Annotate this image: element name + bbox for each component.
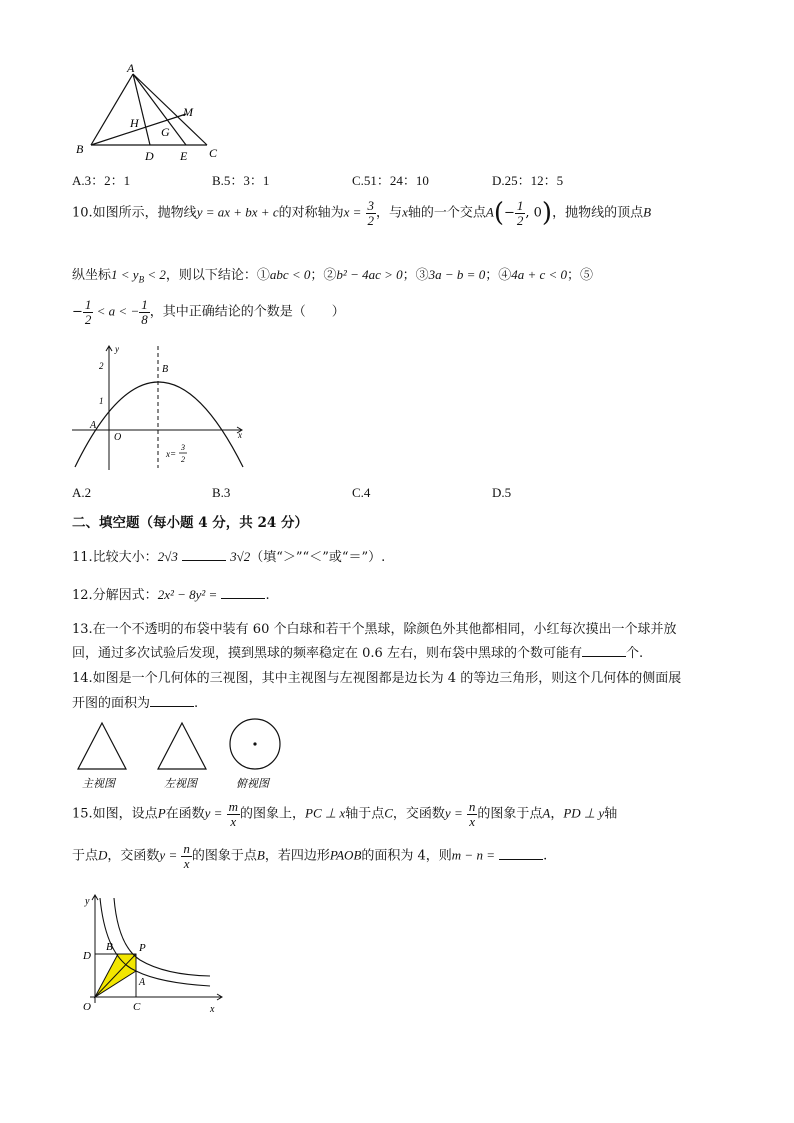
q12-expr: 2x² − 8y² = <box>157 587 218 602</box>
top-view-label: 俯视图 <box>236 777 269 790</box>
q10-yb: 1 < y <box>111 267 139 282</box>
point-a-label: A <box>90 420 97 431</box>
q11 <box>72 546 385 565</box>
side-view-label: 左视图 <box>164 777 197 790</box>
front-view-triangle <box>78 723 126 769</box>
three-views-figure <box>70 718 290 792</box>
o-label: O <box>83 1001 91 1013</box>
q15-f2-fraction: $\frac{n}{x}$ <box>468 799 476 829</box>
label-D: D <box>145 149 154 163</box>
point-b-label: B <box>162 364 169 375</box>
q10-x: x <box>402 204 408 220</box>
q10-point-b: B <box>643 204 652 220</box>
q12: 12.分解因式：2x² − 8y² = . <box>72 587 270 603</box>
q10-c5-frac1: $\frac{1}{2}$ <box>84 297 92 327</box>
q10-c4: 4a + c < 0 <box>511 267 568 282</box>
label-A: A <box>127 61 135 75</box>
q11-answer-blank[interactable] <box>182 549 226 561</box>
q10-text: ，则以下结论：① <box>165 268 270 283</box>
q13-line1: 13.在一个不透明的布袋中装有 60 个白球和若干个黑球，除颜色外其他都相同，小红每次摸出一个球并放 <box>72 622 677 637</box>
label-M: M <box>183 105 193 119</box>
axis-den: 2 <box>181 455 185 464</box>
q14-answer-blank[interactable] <box>150 695 194 707</box>
label-G: G <box>161 125 170 139</box>
label-B: B <box>76 142 84 156</box>
q10-axis-fraction: $\frac{3}{2}$ <box>367 197 375 228</box>
x-label: x <box>210 1004 215 1015</box>
tick-1: 1 <box>99 396 104 406</box>
q10-text: 轴的一个交点 <box>407 205 486 221</box>
origin-label: O <box>114 432 122 443</box>
q10-text: 10.如图所示，抛物线 <box>72 205 197 221</box>
q15-answer-blank[interactable] <box>499 848 543 860</box>
q10-text: ，抛物线的顶点 <box>552 205 644 221</box>
q15-line1: 15.如图，设点P在函数y = $\frac{m}{x}$ 的图象上，PC ⊥ x轴于点C，交函数y = $\frac{n}{x}$ 的图象于点A，PD ⊥ y轴 <box>72 799 618 829</box>
q11-text: 11.比较大小： <box>72 550 158 565</box>
q10-line1: 10.如图所示，抛物线y = ax + bx + c的对称轴为x = $\frac{3}{2}$ ，与x轴的一个交点A(− $\frac{1}{2}$ , 0)，抛物线的顶点B <box>72 197 652 228</box>
q15-line2: 于点D，交函数y = $\frac{n}{x}$ 的图象于点B，若四边形PAOB的面积为 4，则m − n = . <box>72 841 548 871</box>
q10-option-d: D.5 <box>492 485 512 500</box>
q10-option-b: B.3 <box>212 485 231 500</box>
q14-text: 开图的面积为 <box>72 696 151 711</box>
a-label: A <box>139 977 146 988</box>
front-view-label: 主视图 <box>82 777 115 790</box>
q13-line2: 回，通过多次试验后发现，摸到黑球的频率稳定在 0.6 左右，则布袋中黑球的个数可能有 个. <box>72 646 644 661</box>
q10-c2: b² − 4ac > 0 <box>336 267 403 282</box>
p-label: P <box>139 942 146 954</box>
q15-point-p: P <box>157 805 166 821</box>
hyperbola-figure <box>70 888 230 1018</box>
q15-f1-fraction: $\frac{m}{x}$ <box>228 799 238 829</box>
q10-line3: − $\frac{1}{2}$ < a < − $\frac{1}{8}$ ，其中正确结论的个数是（ ） <box>72 297 345 327</box>
label-H: H <box>130 116 139 130</box>
q10-line2: 纵坐标$1 < y_B < 2$，则以下结论：①abc < 0；②b² − 4ac > 0；③3a − b = 0；④4a + c < 0；⑤ <box>72 267 594 285</box>
label-E: E <box>180 149 188 163</box>
c-label: C <box>133 1001 141 1013</box>
x-axis-label: x <box>238 430 242 440</box>
axis-num: 3 <box>181 443 185 452</box>
q10-pa-fraction: $\frac{1}{2}$ <box>516 197 524 228</box>
q10-c5-frac2: $\frac{1}{8}$ <box>141 297 148 327</box>
q14-line2: 开图的面积为 . <box>72 696 199 711</box>
q13-text: 回，通过多次试验后发现，摸到黑球的频率稳定在 0.6 左右，则布袋中黑球的个数可能有 <box>72 646 582 661</box>
parabola-figure <box>70 340 255 475</box>
q9-option-c: C.51：24：10 <box>352 173 429 188</box>
q10-axis: x = <box>343 204 362 220</box>
q10-text: 的对称轴为 <box>278 205 344 221</box>
q10-point-a: A <box>485 204 494 220</box>
q10-c5: < a < − <box>93 303 140 319</box>
q10-option-a: A.2 <box>72 485 92 500</box>
section-heading: 二、填空题（每小题 4 分，共 24 分） <box>72 515 308 531</box>
d-label: D <box>83 950 91 962</box>
q10-c1: abc < 0 <box>269 267 311 282</box>
y-axis-label: y <box>115 344 119 354</box>
q11-b: 3√2 <box>230 549 251 564</box>
q13-answer-blank[interactable] <box>582 645 626 657</box>
q10-c3: 3a − b = 0 <box>428 267 486 282</box>
q11-a: 2√3 <box>157 549 178 564</box>
q9-option-b: B.5：3：1 <box>212 173 270 188</box>
q10-text: ，与 <box>376 205 403 221</box>
y-label: y <box>85 896 90 907</box>
q10-text: 纵坐标 <box>72 268 112 283</box>
q14-line1: 14.如图是一个几何体的三视图，其中主视图与左视图都是边长为 4 的等边三角形，则这个几何体的侧面展 <box>72 671 682 686</box>
triangle-figure <box>70 60 230 168</box>
q12-text: 12.分解因式： <box>72 588 158 603</box>
q12-answer-blank[interactable] <box>221 587 265 599</box>
b-label: B <box>106 941 113 953</box>
label-C: C <box>209 146 218 160</box>
q10-text: ，其中正确结论的个数是（ ） <box>149 304 345 320</box>
q10-option-c: C.4 <box>352 485 371 500</box>
q9-option-a: A.3：2：1 <box>72 173 131 188</box>
q9-option-d: D.25：12：5 <box>492 173 564 188</box>
tick-2: 2 <box>99 361 104 371</box>
axis-label: x= <box>166 449 177 459</box>
side-view-triangle <box>158 723 206 769</box>
q11-text: （填“＞”“＜”或“＝”）. <box>250 550 386 565</box>
q15-f3-fraction: $\frac{n}{x}$ <box>183 841 190 871</box>
q10-equation: y = ax + bx + c <box>196 204 279 220</box>
